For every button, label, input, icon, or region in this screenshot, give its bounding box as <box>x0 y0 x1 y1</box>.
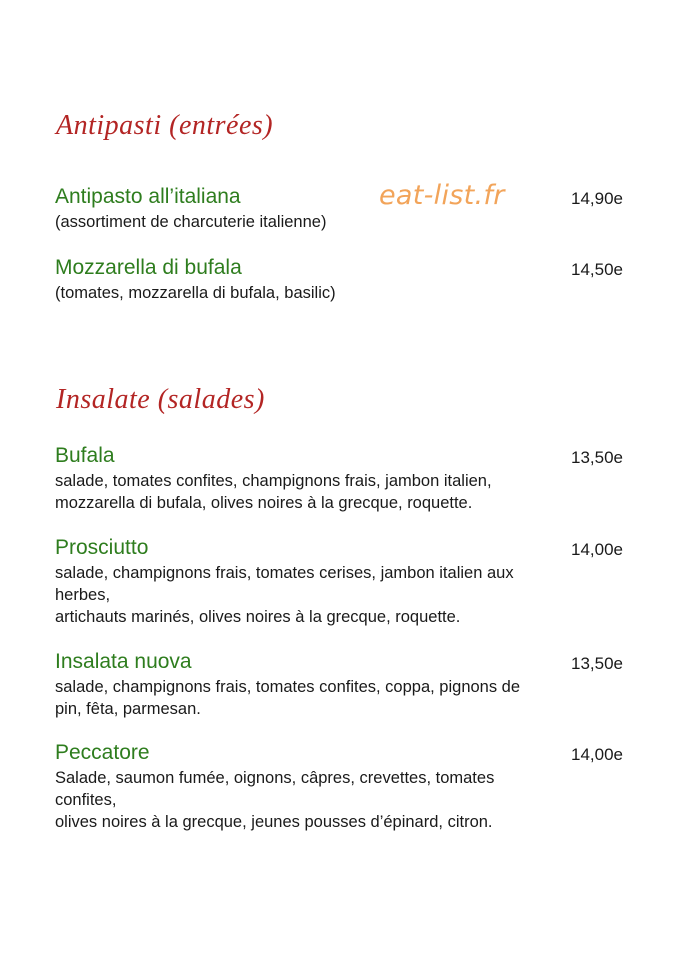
item-name: Antipasto all’italiana <box>55 185 241 208</box>
menu-item-peccatore <box>55 741 625 833</box>
item-description: (assortiment de charcuterie italienne) <box>55 213 327 231</box>
item-price: 14,00e <box>571 540 623 559</box>
menu-item-bufala <box>55 444 625 514</box>
watermark: eat-list.fr <box>379 180 505 211</box>
item-description: salade, champignons frais, tomates confites, coppa, pignons de pin, fêta, parmesan. <box>55 678 521 718</box>
item-price: 14,00e <box>571 745 623 764</box>
item-description: salade, tomates confites, champignons frais, jambon italien, mozzarella di bufala, olives noires à la grecque, roquette. <box>55 472 492 512</box>
item-name: Bufala <box>55 444 115 467</box>
section-title-insalate: Insalate (salades) <box>56 384 265 415</box>
item-name: Mozzarella di bufala <box>55 256 242 279</box>
menu-item-antipasto <box>55 185 625 233</box>
section-title-antipasti: Antipasti (entrées) <box>56 110 274 141</box>
item-name: Insalata nuova <box>55 650 192 673</box>
menu-item-mozzarella <box>55 256 625 304</box>
item-price: 14,90e <box>571 189 623 208</box>
item-name: Peccatore <box>55 741 150 764</box>
item-price: 13,50e <box>571 448 623 467</box>
menu-item-insalata-nuova <box>55 650 625 720</box>
item-price: 13,50e <box>571 654 623 673</box>
item-description: (tomates, mozzarella di bufala, basilic) <box>55 284 336 302</box>
item-description: Salade, saumon fumée, oignons, câpres, crevettes, tomates confites, olives noires à la grecque, jeunes pousses d’épinard, citron. <box>55 769 495 831</box>
menu-item-prosciutto <box>55 536 625 628</box>
item-description: salade, champignons frais, tomates cerises, jambon italien aux herbes, artichauts marinés, olives noires à la grecque, roquette. <box>55 564 514 626</box>
item-name: Prosciutto <box>55 536 149 559</box>
item-price: 14,50e <box>571 260 623 279</box>
